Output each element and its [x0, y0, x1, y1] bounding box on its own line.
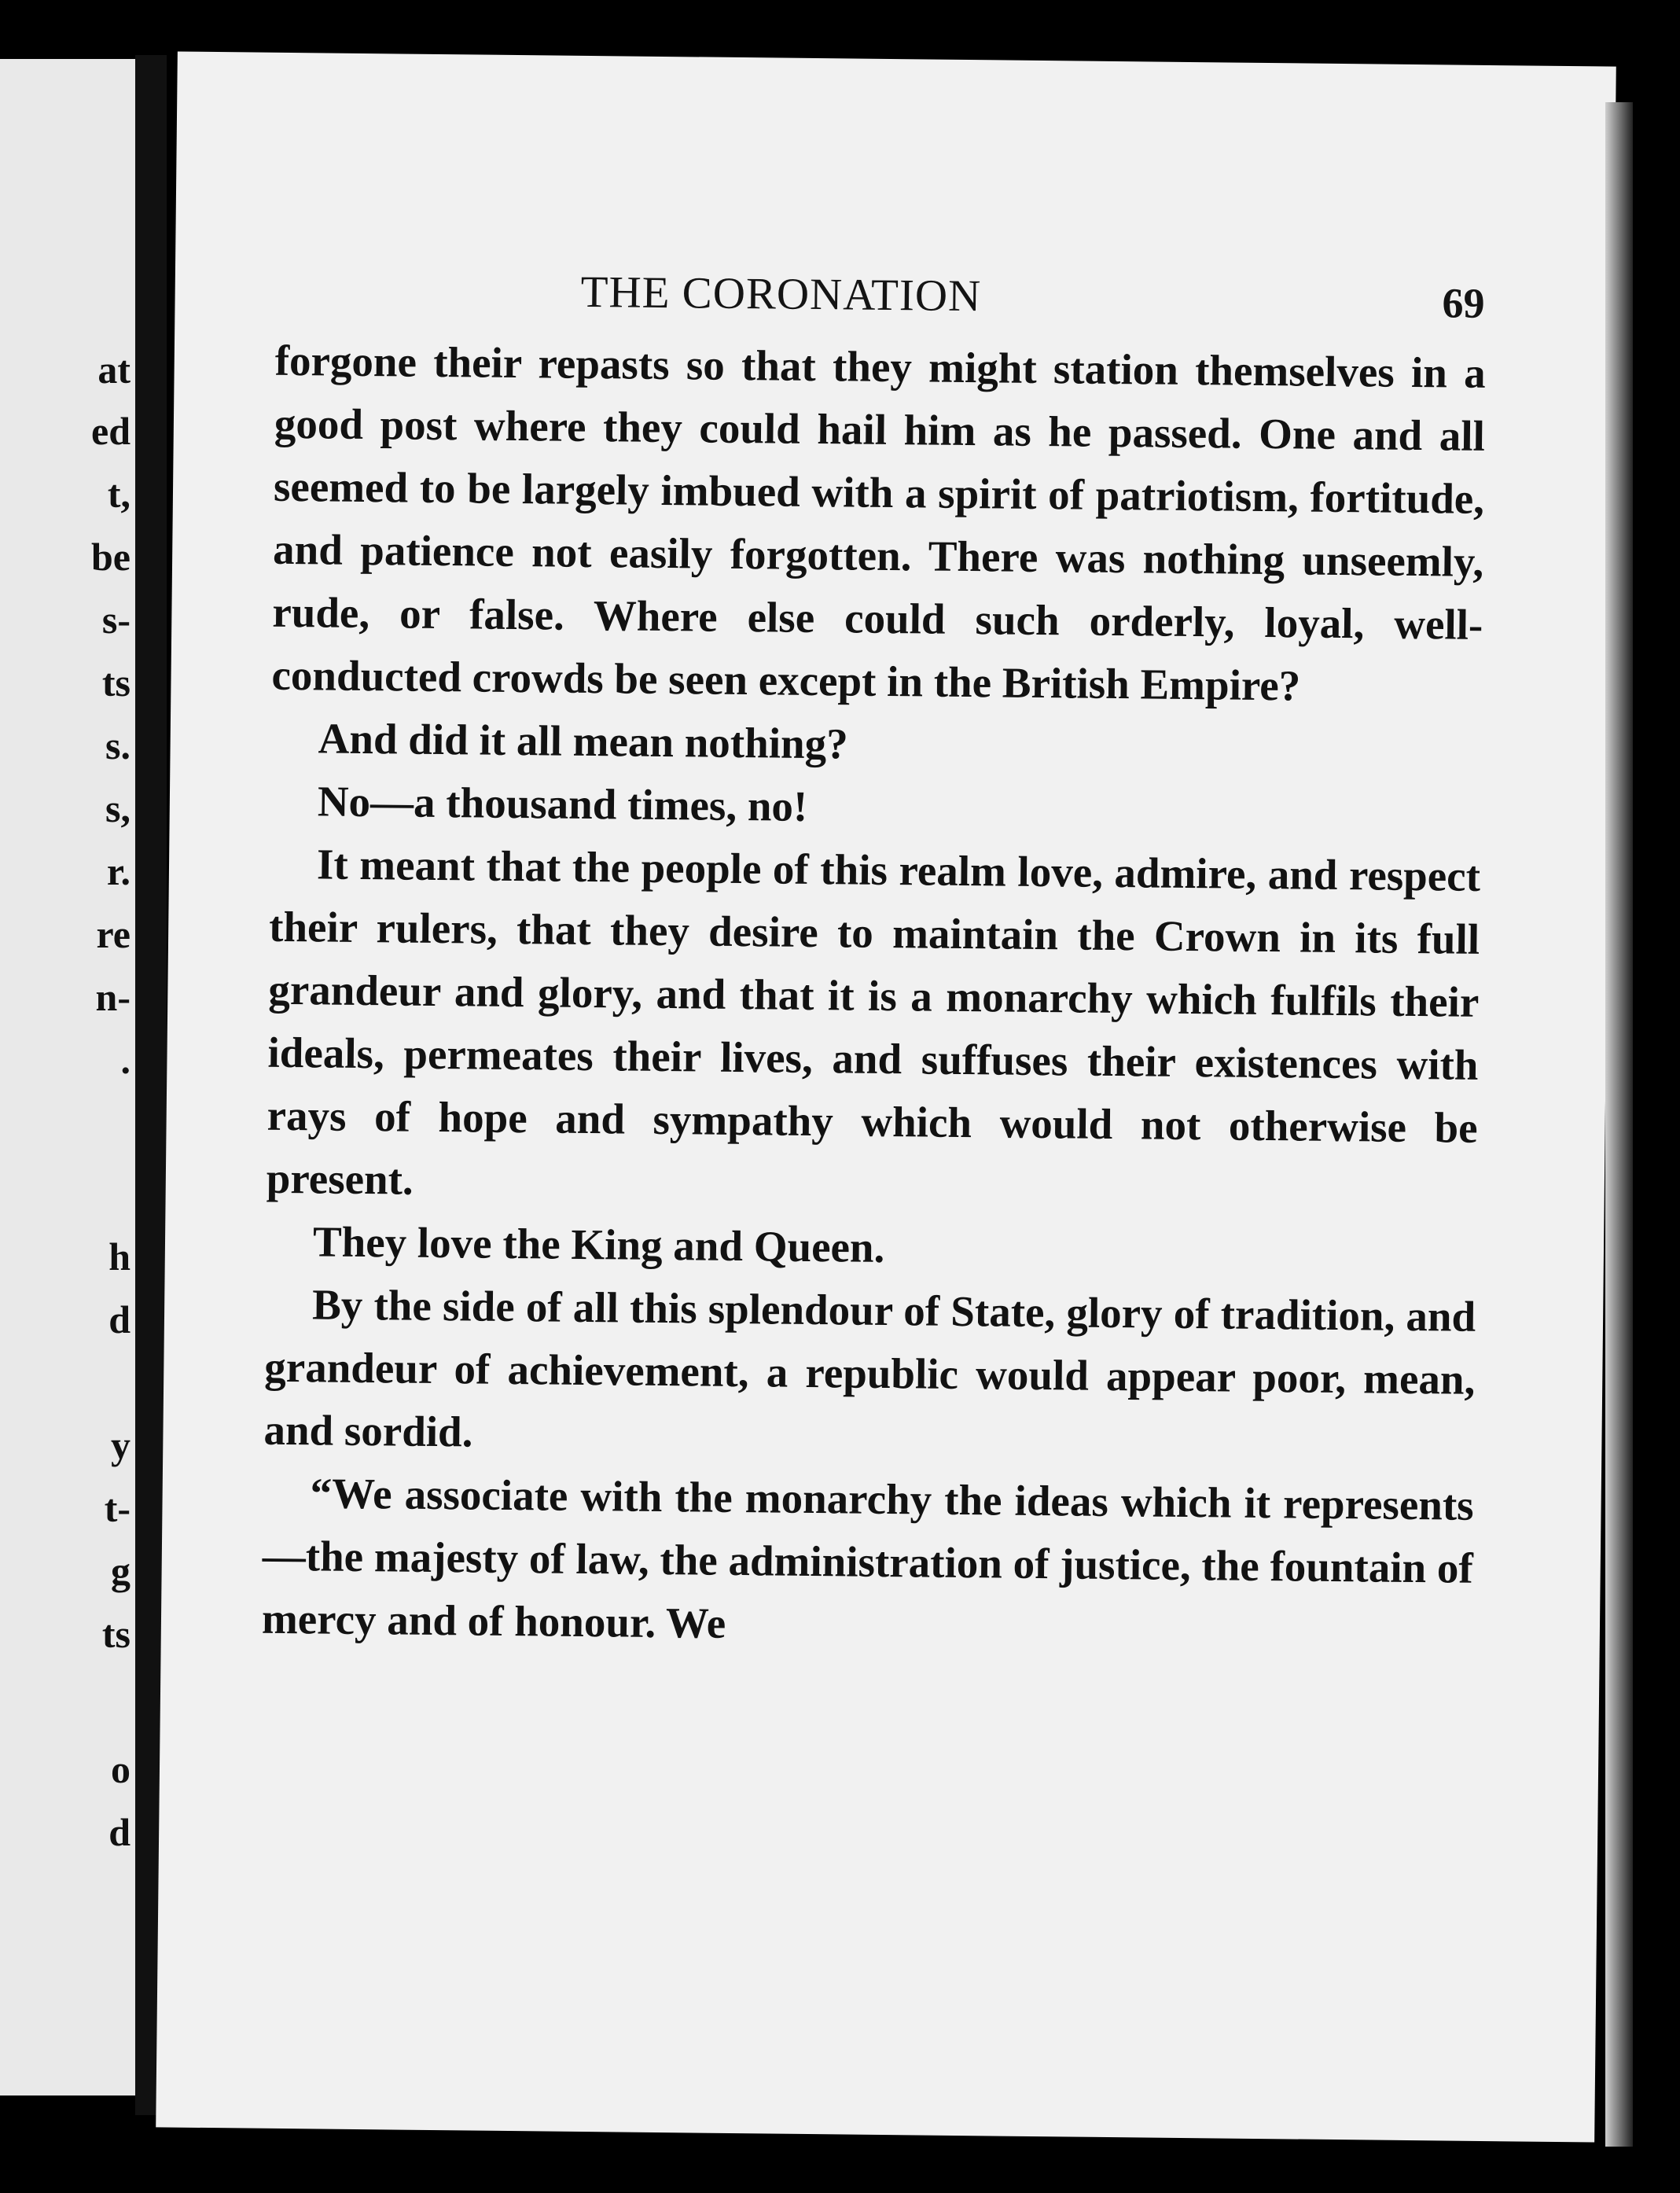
left-margin-fragment: n-: [95, 975, 131, 1019]
page-body: [262, 329, 1487, 1663]
page-header: [580, 267, 1485, 339]
running-head: THE CORONATION: [580, 267, 982, 322]
paragraph: forgone their repasts so that they might station themselves in a good post where they could hail him as he passed. One and all seemed to be largely imbued with a spirit of patriotism, fortitude, and patience not easily forgotten. There was nothing unseemly, rude, or false. Where else could such orderly, loyal, well-conducted crowds be seen except in the British Empire?: [271, 336, 1487, 710]
left-margin-fragment: t-: [104, 1486, 131, 1530]
left-margin-fragment: s,: [105, 786, 131, 830]
left-margin-fragment: h: [108, 1234, 131, 1279]
left-margin-fragment: s-: [101, 598, 131, 642]
paragraph: No—a thousand times, no!: [317, 777, 808, 830]
left-margin-fragment: be: [91, 535, 131, 579]
book-page: [156, 51, 1616, 2142]
left-margin-fragment: y: [111, 1423, 131, 1467]
page-edge-shadow: [1605, 102, 1633, 2147]
left-margin-fragment: re: [96, 912, 131, 956]
paragraph: They love the King and Queen.: [312, 1217, 885, 1271]
left-margin-fragment: d: [108, 1297, 131, 1341]
left-margin-fragment: o: [111, 1747, 131, 1791]
left-margin-fragment: ed: [91, 409, 131, 453]
paragraph: By the side of all this splendour of State, glory of tradition, and grandeur of achievement, a republic would appear poor, mean, and sordid.: [263, 1280, 1476, 1456]
left-margin-fragment: .: [120, 1038, 131, 1082]
left-margin-fragment: r.: [106, 849, 131, 893]
left-margin-fragment: at: [97, 348, 131, 392]
paragraph: It meant that the people of this realm love, admire, and respect their rulers, that they desire to maintain the Crown in its full grandeur and glory, and that it is a monarchy which fulfils their ideals, permeates their lives, and suffuses their existences with rays of hope and sympathy which would not otherwise be present.: [266, 840, 1481, 1204]
left-facing-page-fragment: [0, 59, 135, 2095]
left-margin-fragment: g: [111, 1549, 131, 1593]
paragraph: And did it all mean nothing?: [318, 714, 848, 768]
left-margin-fragment: t,: [107, 472, 131, 516]
left-margin-fragment: s.: [105, 723, 131, 767]
left-margin-fragment: ts: [101, 1612, 131, 1656]
left-margin-fragment: d: [108, 1810, 131, 1854]
left-margin-fragment: ts: [101, 660, 131, 705]
paragraph: “We associate with the monarchy the ideas which it represents—the majesty of law, the administration of justice, the fountain of mercy and of honour. We: [261, 1469, 1474, 1647]
page-number: 69: [1442, 279, 1485, 327]
